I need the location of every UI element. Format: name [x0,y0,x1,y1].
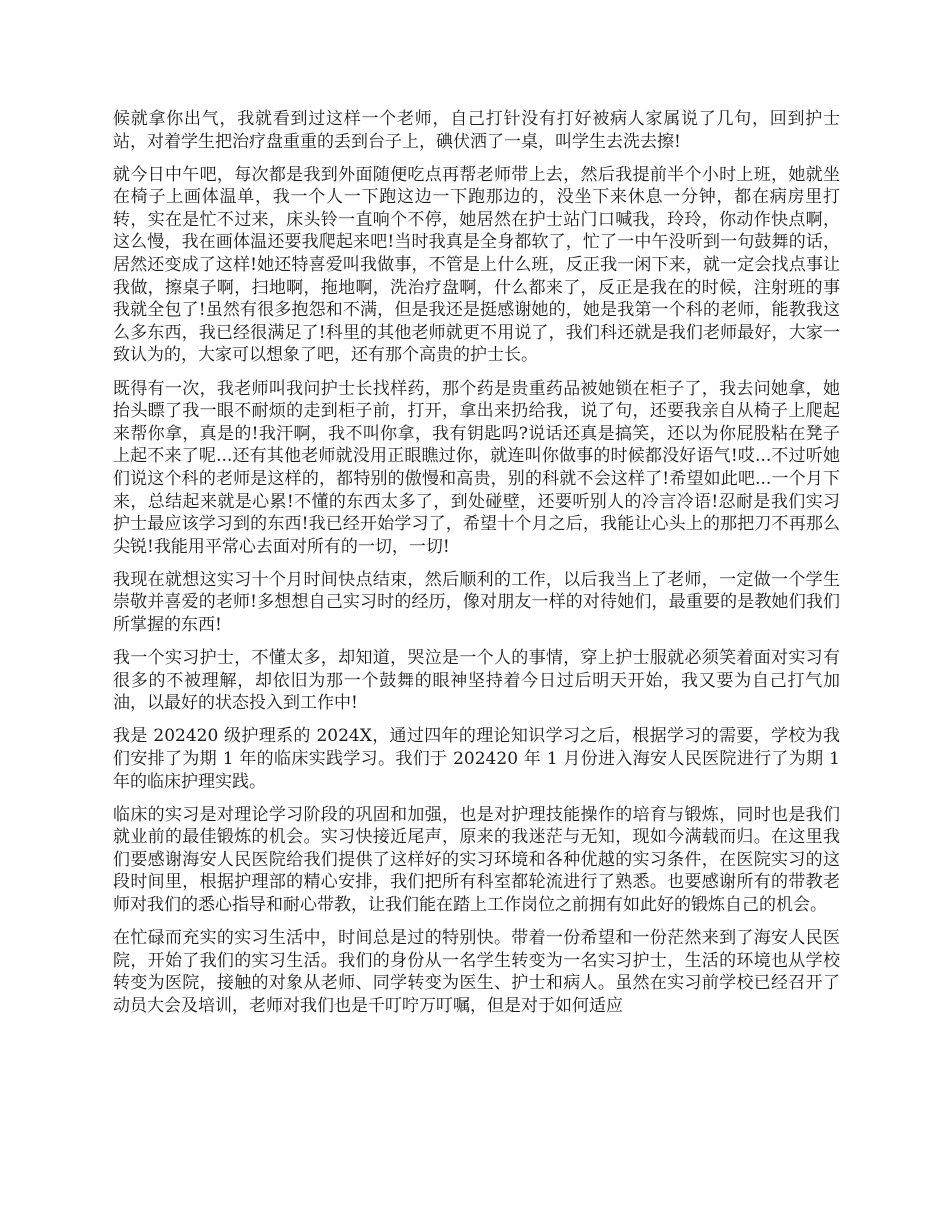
paragraph-5: 我一个实习护士，不懂太多，却知道，哭泣是一个人的事情，穿上护士服就必须笑着面对实习有很多的不被理解，却依旧为那一个鼓舞的眼神坚持着今日过后明天开始，我又要为自己打气加油，以最好的状态投入到工作中! [113,648,840,714]
document-body [113,108,840,1028]
paragraph-8: 在忙碌而充实的实习生活中，时间总是过的特别快。带着一份希望和一份茫然来到了海安人民医院，开始了我们的实习生活。我们的身份从一名学生转变为一名实习护士，生活的环境也从学校转变为医院，接触的对象从老师、同学转变为医生、护士和病人。虽然在实习前学校已经召开了动员大会及培训，老师对我们也是千叮咛万叮嘱，但是对于如何适应 [113,928,840,1016]
paragraph-4: 我现在就想这实习十个月时间快点结束，然后顺利的工作，以后我当上了老师，一定做一个学生崇敬并喜爱的老师!多想想自己实习时的经历，像对朋友一样的对待她们，最重要的是教她们我们所掌握的东西! [113,569,840,635]
paragraph-2: 就今日中午吧，每次都是我到外面随便吃点再帮老师带上去，然后我提前半个小时上班，她就坐在椅子上画体温单，我一个人一下跑这边一下跑那边的，没坐下来休息一分钟，都在病房里打转，实在是忙不过来，床头铃一直响个不停，她居然在护士站门口喊我，玲玲，你动作快点啊，这么慢，我在画体温还要我爬起来吧!当时我真是全身都软了，忙了一中午没听到一句鼓舞的话，居然还变成了这样!她还特喜爱叫我做事，不管是上什么班，反正我一闲下来，就一定会找点事让我做，擦桌子啊，扫地啊，拖地啊，洗治疗盘啊，什么都来了，反正是我在的时候，注射班的事我就全包了!虽然有很多抱怨和不满，但是我还是挺感谢她的，她是我第一个科的老师，能教我这么多东西，我已经很满足了!科里的其他老师就更不用说了，我们科还就是我们老师最好，大家一致认为的，大家可以想象了吧，还有那个高贵的护士长。 [113,164,840,366]
paragraph-3: 既得有一次，我老师叫我问护士长找样药，那个药是贵重药品被她锁在柜子了，我去问她拿，她抬头瞟了我一眼不耐烦的走到柜子前，打开，拿出来扔给我，说了句，还要我亲自从椅子上爬起来帮你拿，真是的!我汗啊，我不叫你拿，我有钥匙吗?说话还真是搞笑，还以为你屁股粘在凳子上起不来了呢...还有其他老师就没用正眼瞧过你，就连叫你做事的时候都没好语气!哎...不过听她们说这个科的老师是这样的，都特别的傲慢和高贵，别的科就不会这样了!希望如此吧...一个月下来，总结起来就是心累!不懂的东西太多了，到处碰壁，还要听别人的冷言冷语!忍耐是我们实习护士最应该学习到的东西!我已经开始学习了，希望十个月之后，我能让心头上的那把刀不再那么尖锐!我能用平常心去面对所有的一切，一切! [113,378,840,557]
paragraph-1: 候就拿你出气，我就看到过这样一个老师，自己打针没有打好被病人家属说了几句，回到护士站，对着学生把治疗盘重重的丢到台子上，碘伏洒了一桌，叫学生去洗去擦! [113,109,840,152]
paragraph-6: 我是 202420 级护理系的 2024X，通过四年的理论知识学习之后，根据学习的需要，学校为我们安排了为期 1 年的临床实践学习。我们于 202420 年 1 月份进入海安人民医院进行了为期 1 年的临床护理实践。 [113,726,840,792]
paragraph-7: 临床的实习是对理论学习阶段的巩固和加强，也是对护理技能操作的培育与锻炼，同时也是我们就业前的最佳锻炼的机会。实习快接近尾声，原来的我迷茫与无知，现如今满载而归。在这里我们要感谢海安人民医院给我们提供了这样好的实习环境和各种优越的实习条件，在医院实习的这段时间里，根据护理部的精心安排，我们把所有科室都轮流进行了熟悉。也要感谢所有的带教老师对我们的悉心指导和耐心带教，让我们能在踏上工作岗位之前拥有如此好的锻炼自己的机会。 [113,804,840,915]
